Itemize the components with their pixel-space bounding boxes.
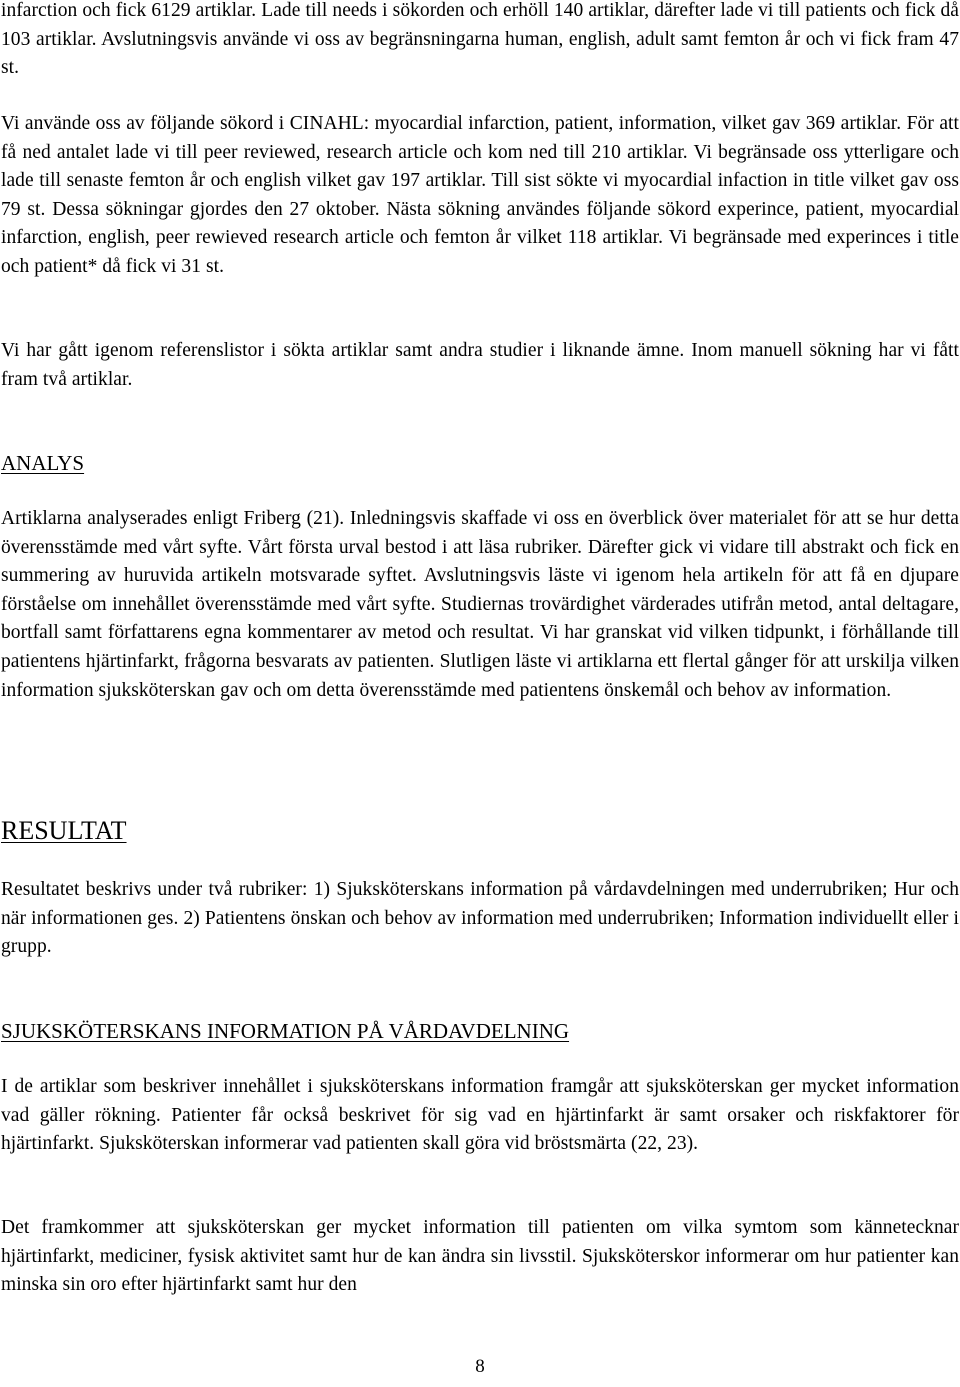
paragraph-analysis-method: Artiklarna analyserades enligt Friberg (21). Inledningsvis skaffade vi oss en överblick över materialet för att se hur detta överensstämde med vårt syfte. Vårt första urval bestod i att läsa rubriker. Därefter gick vi vidare till abstrakt och fick en summering av huruvida artikeln motsvarade syftet. Avslutningsvis läste vi igenom hela artikeln för att få en djupare förståelse om innehållet överensstämde med vårt syfte. Studiernas trovärdighet värderades utifrån metod, antal deltagare, bortfall samt författarens egna kommentarer av metod och resultat. Vi har granskat vid vilken tidpunkt, i förhållande till patientens hjärtinfarkt, frågorna besvarats av patienten. Slutligen läste vi artiklarna ett flertal gånger för att urskilja vilken information sjuksköterskan gav och om detta överensstämde med patientens önskemål och behov av information. (1, 508, 959, 701)
paragraph-database-search-continued: infarction och fick 6129 artiklar. Lade till needs i sökorden och erhöll 140 artiklar, därefter lade vi till patients och fick då 103 artiklar. Avslutningsvis använde vi oss av begränsningarna human, english, adult samt femton år och vi fick fram 47 st. (1, 0, 959, 79)
heading-analys: ANALYS (1, 451, 85, 475)
paragraph-manual-search: Vi har gått igenom referenslistor i sökta artiklar samt andra studier i liknande ämne. Inom manuell sökning har vi fått fram två artiklar. (1, 340, 959, 390)
page-number: 8 (475, 1356, 485, 1377)
heading-resultat: RESULTAT (1, 816, 127, 845)
paragraph-result-overview: Resultatet beskrivs under två rubriker: 1) Sjuksköterskans information på vårdavdelningen med underrubriken; Hur och när informationen ges. 2) Patientens önskan och behov av information med underrubriken; Information individuellt eller i grupp. (1, 879, 959, 958)
paragraph-cinahl-search: Vi använde oss av följande sökord i CINAHL: myocardial infarction, patient, information, vilket gav 369 artiklar. För att få ned antalet lade vi till peer reviewed, research article och kom ned till 210 artiklar. Vi begränsade oss ytterligare och lade till senaste femton år och english vilket gav 197 artiklar. Till sist sökte vi myocardial infaction in title vilket gav oss 79 st. Dessa sökningar gjordes den 27 oktober. Nästa sökning användes följande sökord experince, patient, myocardial infarction, english, peer rewieved research article och femton år vilket 118 artiklar. Vi begränsade med experinces i title och patient* då fick vi 31 st. (1, 113, 959, 277)
paragraph-symptom-information: Det framkommer att sjuksköterskan ger mycket information till patienten om vilka symtom som kännetecknar hjärtinfarkt, mediciner, fysisk aktivitet samt hur de kan ändra sin livsstil. Sjuksköterskor informerar om hur patienter kan minska sin oro efter hjärtinfarkt samt hur den (1, 1217, 959, 1296)
paragraph-information-content: I de artiklar som beskriver innehållet i sjuksköterskans information framgår att sjuksköterskan ger mycket information vad gäller rökning. Patienter får också beskrivet för sig vad en hjärtinfarkt är samt orsaker och riskfaktorer för hjärtinfarkt. Sjuksköterskan informerar vad patienten skall göra vid bröstsmärta (22, 23). (1, 1076, 959, 1155)
heading-sjukskoterskans-information: SJUKSKÖTERSKANS INFORMATION PÅ VÅRDAVDELNING (1, 1019, 570, 1043)
